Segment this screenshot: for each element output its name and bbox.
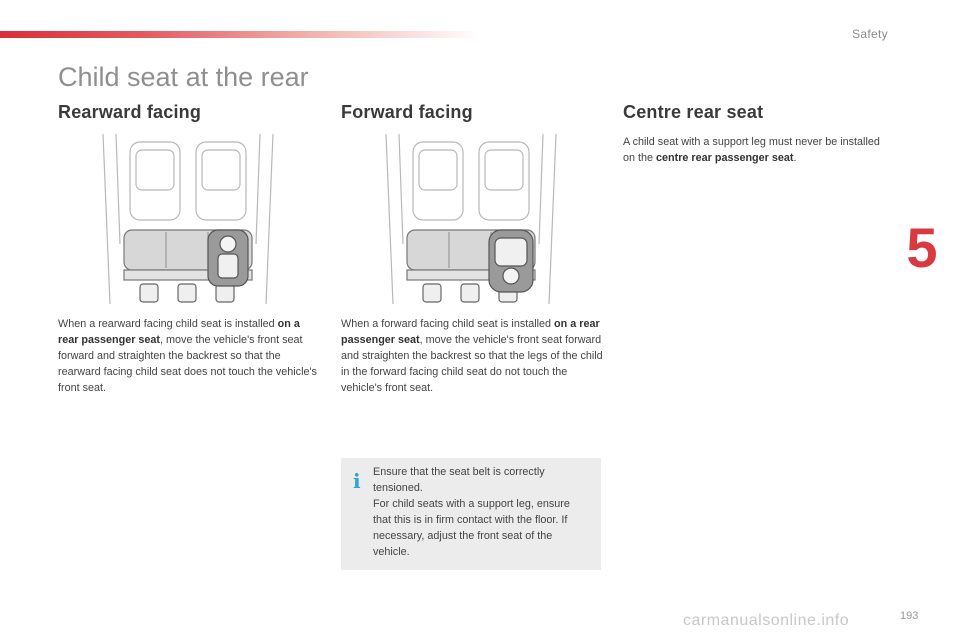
section-label: Safety <box>852 27 888 41</box>
info-box <box>341 458 601 570</box>
forward-facing-diagram <box>381 134 561 310</box>
page-number: 193 <box>900 610 919 622</box>
watermark: carmanualsonline.info <box>683 612 850 629</box>
forward-facing-heading: Forward facing <box>341 102 473 122</box>
page-title: Child seat at the rear <box>58 62 309 92</box>
info-text: Ensure that the seat belt is correctly tensioned. For child seats with a support leg, ensure that this is in firm contact with the floor. If necessary, adjust the front seat of the vehicle. <box>373 466 570 558</box>
chapter-number: 5 <box>906 216 938 279</box>
centre-rear-seat-section <box>623 102 885 164</box>
centre-rear-seat-text: A child seat with a support leg must never be installed on the centre rear passenger seat. <box>623 136 880 164</box>
forward-facing-section <box>341 102 603 394</box>
centre-rear-seat-heading: Centre rear seat <box>623 102 764 122</box>
rearward-facing-diagram <box>98 134 278 310</box>
header-accent-bar <box>0 31 480 38</box>
rearward-facing-heading: Rearward facing <box>58 102 202 122</box>
forward-facing-text: When a forward facing child seat is installed on a rear passenger seat, move the vehicle's front seat forward and straighten the backrest so that the legs of the child in the forward facing child seat do not touch the vehicle's front seat. <box>341 318 603 394</box>
rearward-facing-section <box>58 102 320 394</box>
info-icon: i <box>353 469 361 493</box>
rearward-facing-text: When a rearward facing child seat is installed on a rear passenger seat, move the vehicle's front seat forward and straighten the backrest so that the rearward facing child seat does not touch the vehicle's front seat. <box>58 318 317 394</box>
